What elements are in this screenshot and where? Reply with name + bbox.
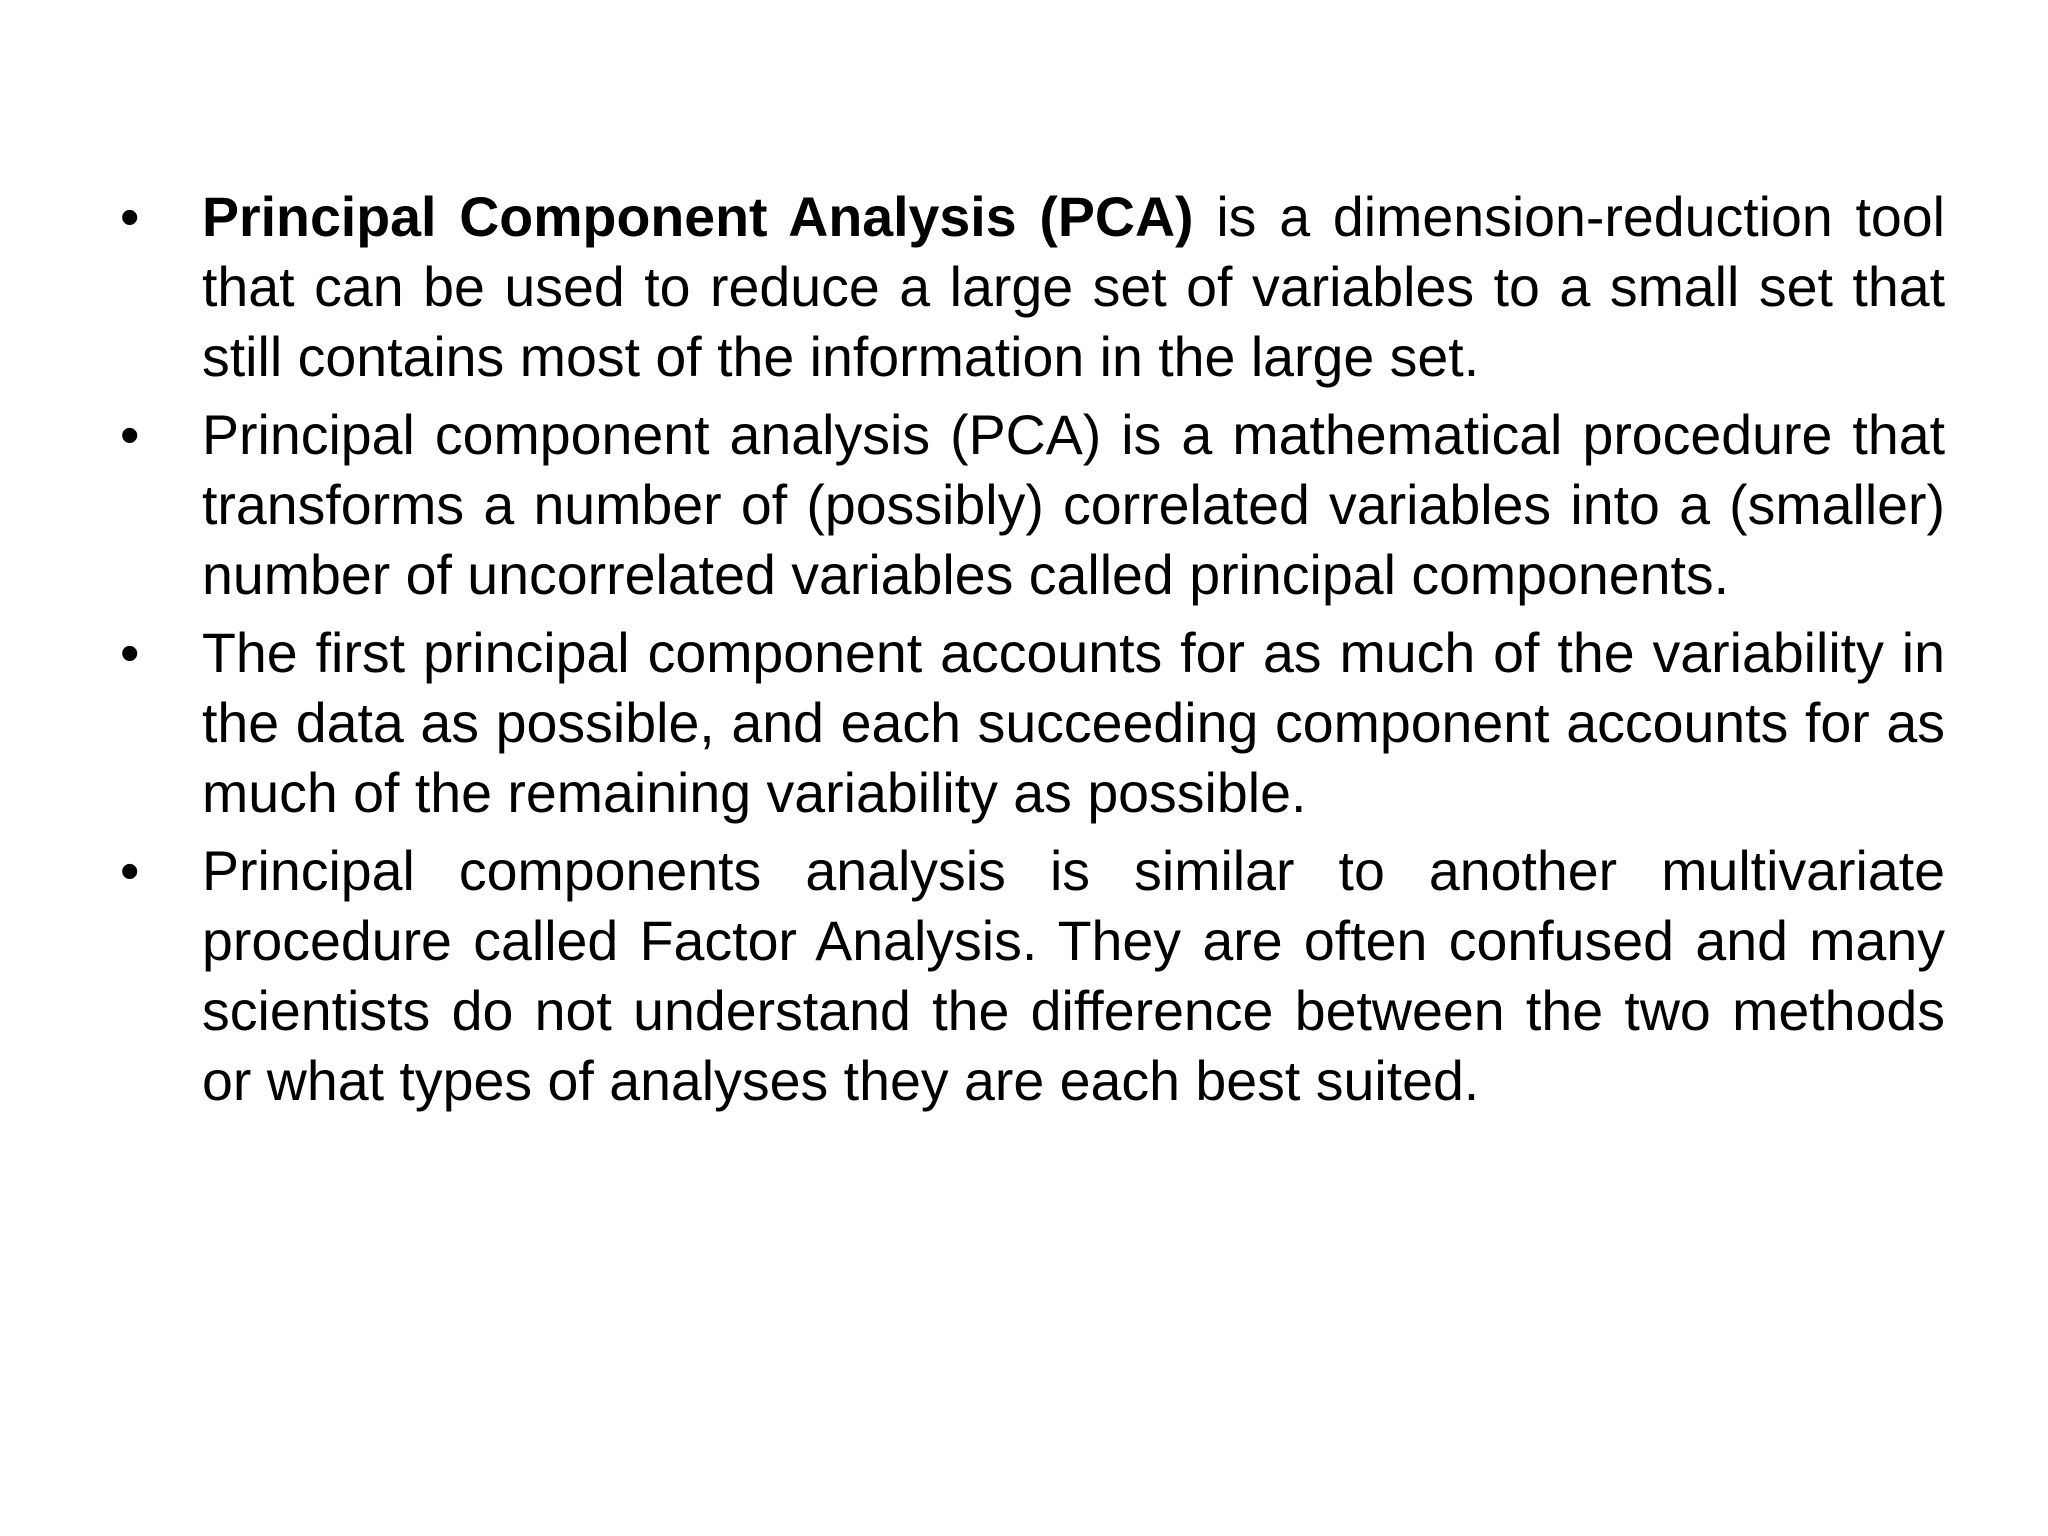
- bullet-marker: •: [120, 186, 140, 248]
- bullet-item-pca-definition: [120, 182, 1945, 392]
- bullet-list: [120, 182, 1945, 1124]
- bullet-text: The first principal component accounts for as much of the variability in the data as possible, and each succeeding component accounts for as much of the remaining variability as possible.: [202, 622, 1945, 824]
- bullet-item-factor-analysis: [120, 836, 1945, 1116]
- bullet-text: Principal component analysis (PCA) is a mathematical procedure that transforms a number of (possibly) correlated variables into a (smaller) number of uncorrelated variables called principal components.: [202, 404, 1945, 606]
- bullet-marker: •: [120, 840, 140, 902]
- bullet-marker: •: [120, 404, 140, 466]
- bullet-text: [202, 186, 1945, 388]
- bullet-marker: •: [120, 622, 140, 684]
- bullet-item-first-component: [120, 618, 1945, 828]
- bullet-item-pca-procedure: [120, 400, 1945, 610]
- bullet-body: is a dimension-reduction tool that can be used to reduce a large set of variables to a small set that still contains most of the information in the large set.: [202, 186, 1945, 388]
- bold-term: Principal Component Analysis (PCA): [202, 186, 1194, 248]
- bullet-text: Principal components analysis is similar to another multivariate procedure called Factor Analysis. They are often confused and many scientists do not understand the difference between the two methods or what types of analyses they are each best suited.: [202, 840, 1945, 1112]
